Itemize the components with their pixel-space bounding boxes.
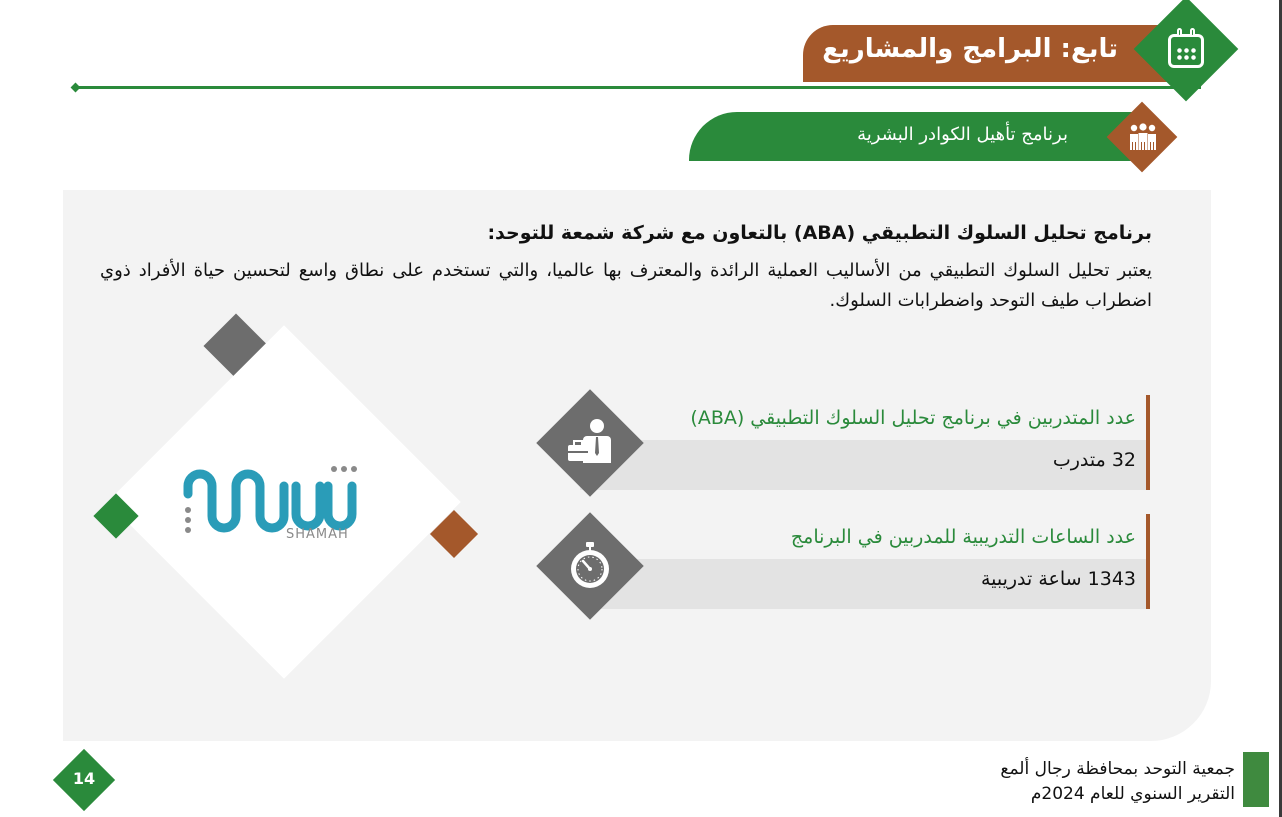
stat-label: عدد الساعات التدريبية للمدربين في البرنامج <box>790 526 1136 548</box>
stat-value: 1343 ساعة تدريبية <box>980 568 1136 590</box>
divider-end-dot <box>71 83 81 93</box>
header-divider <box>76 86 1201 89</box>
section-title: تابع: البرامج والمشاريع <box>822 34 1118 64</box>
footer-report-line: التقرير السنوي للعام 2024م <box>1030 784 1235 804</box>
subsection-title: برنامج تأهيل الكوادر البشرية <box>857 124 1068 145</box>
page-number: 14 <box>72 769 96 788</box>
trainee-icon <box>565 417 615 467</box>
stat-value: 32 متدرب <box>1052 449 1136 471</box>
stopwatch-icon <box>565 541 615 591</box>
calendar-icon <box>1168 34 1204 68</box>
program-description: يعتبر تحليل السلوك التطبيقي من الأساليب العملية الرائدة والمعترف بها عالميا، والتي تستخدم على نطاق واسع لتحسين حياة الأفراد ذوي اضطراب طيف التوحد واضطرابات السلوك. <box>100 260 1152 311</box>
footer-text <box>880 757 1235 807</box>
shamah-logo-caption: SHAMAH <box>286 527 349 542</box>
stat-label: عدد المتدربين في برنامج تحليل السلوك التطبيقي (ABA) <box>690 407 1136 429</box>
people-icon <box>1128 123 1158 151</box>
stat-accent-bar <box>1146 514 1150 609</box>
program-heading: برنامج تحليل السلوك التطبيقي (ABA) بالتعاون مع شركة شمعة للتوحد: <box>487 222 1152 244</box>
stat-accent-bar <box>1146 395 1150 490</box>
organization-logo <box>1243 752 1269 807</box>
footer-org-line: جمعية التوحد بمحافظة رجال ألمع <box>1000 759 1235 779</box>
